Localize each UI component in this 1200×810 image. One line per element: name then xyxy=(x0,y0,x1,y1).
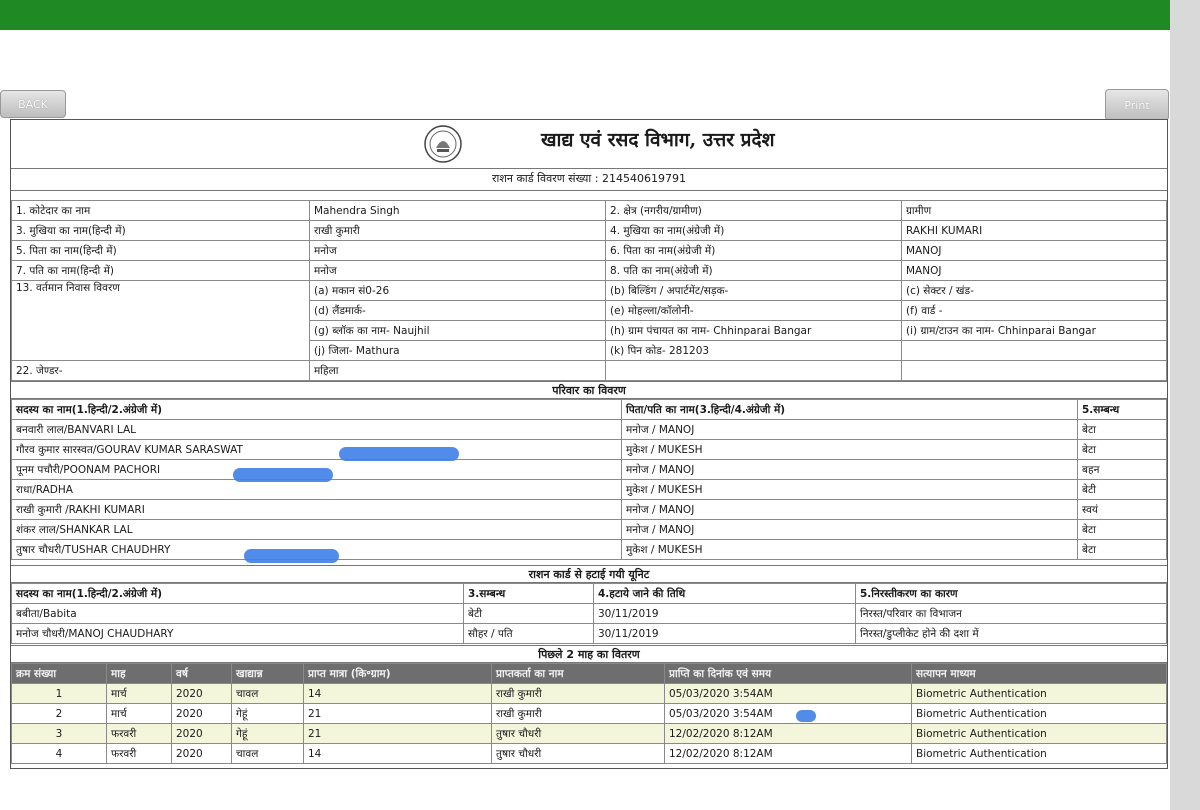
relation: सौहर / पति xyxy=(464,624,594,644)
detail-value: RAKHI KUMARI xyxy=(902,221,1167,241)
cancellation-reason: निरस्त/परिवार का विभाजन xyxy=(856,604,1167,624)
detail-row xyxy=(12,201,1167,221)
parent-name: मुकेश / MUKESH xyxy=(622,540,1078,560)
top-bar xyxy=(0,0,1170,30)
detail-row xyxy=(12,241,1167,261)
received-datetime: 12/02/2020 8:12AM xyxy=(665,744,912,764)
table-row xyxy=(12,520,1167,540)
detail-value: MANOJ xyxy=(902,241,1167,261)
recipient: राखी कुमारी xyxy=(492,704,665,724)
relation: बेटी xyxy=(464,604,594,624)
recipient: तुषार चौधरी xyxy=(492,724,665,744)
column-header: 4.हटाये जाने की तिथि xyxy=(594,584,856,604)
parent-name: मनोज / MANOJ xyxy=(622,420,1078,440)
address-field: (c) सेक्टर / खंड- xyxy=(902,281,1167,301)
detail-value: मनोज xyxy=(310,261,606,281)
received-datetime: 12/02/2020 8:12AM xyxy=(665,724,912,744)
table-row xyxy=(12,724,1167,744)
verification-method: Biometric Authentication xyxy=(912,704,1167,724)
table-row xyxy=(12,480,1167,500)
detail-label: 1. कोटेदार का नाम xyxy=(12,201,310,221)
detail-label: 8. पति का नाम(अंग्रेजी में) xyxy=(606,261,902,281)
distribution-section-title: पिछले 2 माह का वितरण xyxy=(11,645,1167,663)
relation: बेटा xyxy=(1078,520,1167,540)
year: 2020 xyxy=(172,744,232,764)
table-row xyxy=(12,440,1167,460)
detail-label: 3. मुखिया का नाम(हिन्दी में) xyxy=(12,221,310,241)
serial-number: 1 xyxy=(12,684,107,704)
column-header: सदस्य का नाम(1.हिन्दी/2.अंग्रेजी में) xyxy=(12,584,464,604)
column-header: सत्यापन माध्यम xyxy=(912,664,1167,684)
commodity: चावल xyxy=(232,744,304,764)
column-header: क्रम संख्या xyxy=(12,664,107,684)
received-datetime: 05/03/2020 3:54AM xyxy=(665,684,912,704)
month: मार्च xyxy=(107,684,172,704)
serial-number: 4 xyxy=(12,744,107,764)
address-field: (b) बिल्डिंग / अपार्टमेंट/सड़क- xyxy=(606,281,902,301)
table-row xyxy=(12,744,1167,764)
detail-value: राखी कुमारी xyxy=(310,221,606,241)
column-header: प्राप्ति का दिनांक एवं समय xyxy=(665,664,912,684)
received-datetime: 05/03/2020 3:54AM xyxy=(665,704,912,724)
quantity: 21 xyxy=(304,724,492,744)
gender-label: 22. जेण्डर- xyxy=(12,361,310,381)
relation: बेटा xyxy=(1078,420,1167,440)
year: 2020 xyxy=(172,684,232,704)
column-header: माह xyxy=(107,664,172,684)
redaction-mark xyxy=(233,468,333,482)
head-details-table xyxy=(11,200,1167,381)
removed-units-section-title: राशन कार्ड से हटाई गयी यूनिट xyxy=(11,565,1167,583)
cancellation-reason: निरस्त/डुप्लीकेट होने की दशा में xyxy=(856,624,1167,644)
back-button[interactable]: BACK xyxy=(0,90,66,118)
column-header: प्राप्तकर्ता का नाम xyxy=(492,664,665,684)
family-section-title: परिवार का विवरण xyxy=(11,381,1167,399)
table-row xyxy=(12,460,1167,480)
removed-units-table xyxy=(11,583,1167,644)
ration-card-document xyxy=(10,119,1168,769)
address-row xyxy=(12,281,1167,301)
detail-label: 4. मुखिया का नाम(अंग्रेजी में) xyxy=(606,221,902,241)
redaction-mark xyxy=(244,549,339,563)
commodity: चावल xyxy=(232,684,304,704)
detail-row xyxy=(12,221,1167,241)
table-row xyxy=(12,604,1167,624)
address-field: (d) लैंडमार्क- xyxy=(310,301,606,321)
quantity: 14 xyxy=(304,684,492,704)
table-header-row xyxy=(12,664,1167,684)
serial-number: 3 xyxy=(12,724,107,744)
print-button[interactable]: Print xyxy=(1105,89,1169,121)
detail-value: MANOJ xyxy=(902,261,1167,281)
detail-label: 6. पिता का नाम(अंग्रेजी में) xyxy=(606,241,902,261)
verification-method: Biometric Authentication xyxy=(912,724,1167,744)
month: फरवरी xyxy=(107,744,172,764)
column-header: 5.निरस्तीकरण का कारण xyxy=(856,584,1167,604)
family-table xyxy=(11,399,1167,560)
member-name: शंकर लाल/SHANKAR LAL xyxy=(12,520,622,540)
quantity: 21 xyxy=(304,704,492,724)
parent-name: मुकेश / MUKESH xyxy=(622,440,1078,460)
column-header: सदस्य का नाम(1.हिन्दी/2.अंग्रेजी में) xyxy=(12,400,622,420)
removal-date: 30/11/2019 xyxy=(594,604,856,624)
detail-row xyxy=(12,261,1167,281)
table-header-row xyxy=(12,400,1167,420)
verification-method: Biometric Authentication xyxy=(912,744,1167,764)
detail-label: 5. पिता का नाम(हिन्दी में) xyxy=(12,241,310,261)
detail-label: 7. पति का नाम(हिन्दी में) xyxy=(12,261,310,281)
table-row xyxy=(12,684,1167,704)
verification-method: Biometric Authentication xyxy=(912,684,1167,704)
removal-date: 30/11/2019 xyxy=(594,624,856,644)
department-title: खाद्य एवं रसद विभाग, उत्तर प्रदेश xyxy=(541,129,775,151)
redaction-mark xyxy=(339,447,459,461)
member-name: राधा/RADHA xyxy=(12,480,622,500)
address-field: (f) वार्ड - xyxy=(902,301,1167,321)
address-field: (i) ग्राम/टाउन का नाम- Chhinparai Bangar xyxy=(902,321,1167,341)
gender-value: महिला xyxy=(310,361,606,381)
address-label: 13. वर्तमान निवास विवरण xyxy=(12,281,310,361)
relation: बेटी xyxy=(1078,480,1167,500)
column-header: 3.सम्बन्ध xyxy=(464,584,594,604)
parent-name: मुकेश / MUKESH xyxy=(622,480,1078,500)
table-row xyxy=(12,420,1167,440)
relation: बेटा xyxy=(1078,440,1167,460)
year: 2020 xyxy=(172,704,232,724)
month: फरवरी xyxy=(107,724,172,744)
quantity: 14 xyxy=(304,744,492,764)
member-name: तुषार चौधरी/TUSHAR CHAUDHRY xyxy=(12,540,622,560)
member-name: बबीता/Babita xyxy=(12,604,464,624)
relation: बहन xyxy=(1078,460,1167,480)
month: मार्च xyxy=(107,704,172,724)
address-field xyxy=(902,341,1167,361)
detail-value: ग्रामीण xyxy=(902,201,1167,221)
member-name: मनोज चौधरी/MANOJ CHAUDHARY xyxy=(12,624,464,644)
commodity: गेहूं xyxy=(232,704,304,724)
member-name: गौरव कुमार सारस्वत/GOURAV KUMAR SARASWAT xyxy=(12,440,622,460)
parent-name: मनोज / MANOJ xyxy=(622,520,1078,540)
address-field: (k) पिन कोड- 281203 xyxy=(606,341,902,361)
ration-card-number: राशन कार्ड विवरण संख्या : 214540619791 xyxy=(11,168,1167,191)
detail-label: 2. क्षेत्र (नगरीय/ग्रामीण) xyxy=(606,201,902,221)
member-name: राखी कुमारी /RAKHI KUMARI xyxy=(12,500,622,520)
gender-row xyxy=(12,361,1167,381)
parent-name: मनोज / MANOJ xyxy=(622,460,1078,480)
address-field: (h) ग्राम पंचायत का नाम- Chhinparai Bangar xyxy=(606,321,902,341)
detail-value: मनोज xyxy=(310,241,606,261)
document-header xyxy=(11,120,1167,169)
address-field: (a) मकान सं0-26 xyxy=(310,281,606,301)
recipient: तुषार चौधरी xyxy=(492,744,665,764)
scrollbar-track[interactable] xyxy=(1170,0,1200,810)
address-field: (j) जिला- Mathura xyxy=(310,341,606,361)
serial-number: 2 xyxy=(12,704,107,724)
column-header: वर्ष xyxy=(172,664,232,684)
detail-value: Mahendra Singh xyxy=(310,201,606,221)
member-name: पूनम पचौरी/POONAM PACHORI xyxy=(12,460,622,480)
table-header-row xyxy=(12,584,1167,604)
table-row xyxy=(12,540,1167,560)
member-name: बनवारी लाल/BANVARI LAL xyxy=(12,420,622,440)
address-field: (e) मोहल्ला/कॉलोनी- xyxy=(606,301,902,321)
column-header: खाद्यान्न xyxy=(232,664,304,684)
table-row xyxy=(12,500,1167,520)
state-emblem-icon xyxy=(423,124,463,164)
distribution-table xyxy=(11,663,1167,764)
column-header: पिता/पति का नाम(3.हिन्दी/4.अंग्रेजी में) xyxy=(622,400,1078,420)
recipient: राखी कुमारी xyxy=(492,684,665,704)
address-field: (g) ब्लॉक का नाम- Naujhil xyxy=(310,321,606,341)
column-header: प्राप्त मात्रा (कि॰ग्राम) xyxy=(304,664,492,684)
parent-name: मनोज / MANOJ xyxy=(622,500,1078,520)
relation: स्वयं xyxy=(1078,500,1167,520)
relation: बेटा xyxy=(1078,540,1167,560)
redaction-mark xyxy=(796,710,816,722)
column-header: 5.सम्बन्ध xyxy=(1078,400,1167,420)
table-row xyxy=(12,624,1167,644)
table-row xyxy=(12,704,1167,724)
year: 2020 xyxy=(172,724,232,744)
commodity: गेहूं xyxy=(232,724,304,744)
